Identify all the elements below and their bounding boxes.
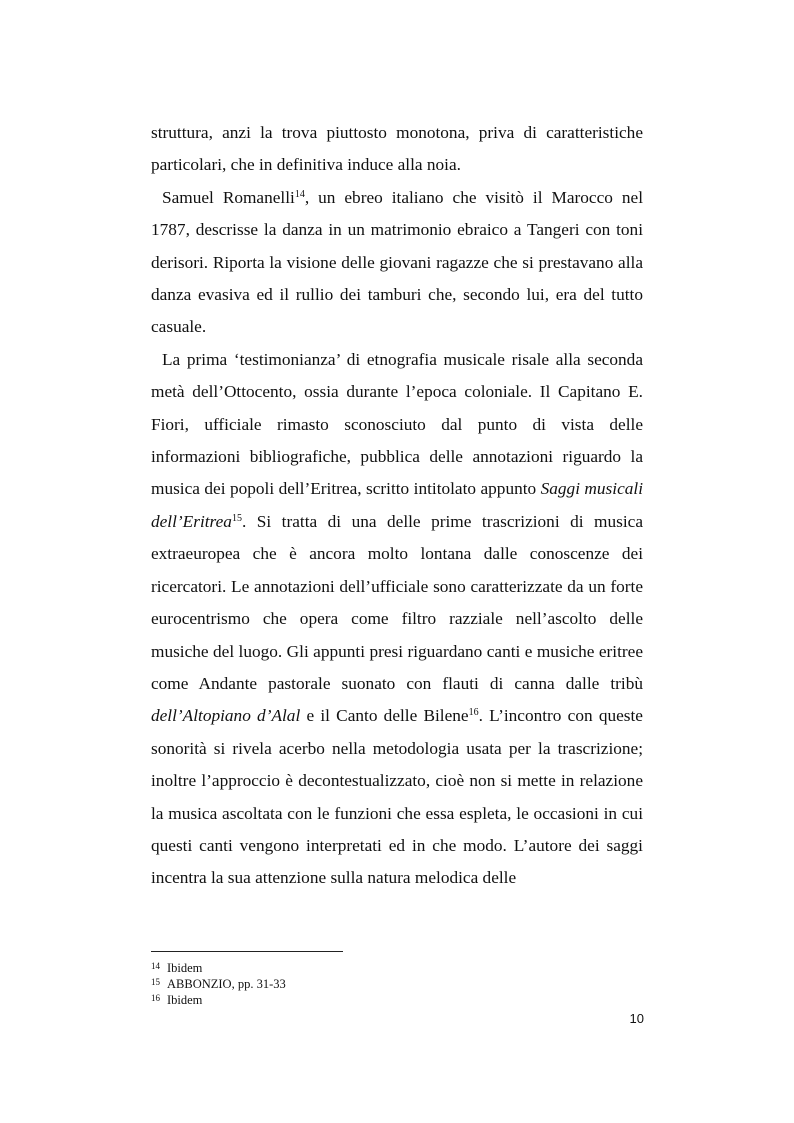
footnote-16: [151, 991, 551, 1007]
paragraph-3-text-c: e il Canto delle Bilene: [300, 706, 469, 726]
footnote-ref-16: 16: [468, 707, 479, 719]
paragraph-3-text-d: . L’incontro con queste sonorità si rivela acerbo nella metodologia usata per la trascrizione; inoltre l’approccio è decontestualizzato, cioè non si mette in relazione la musica ascoltata con le funzioni che essa espleta, le occasioni in cui questi canti vengono interpretati ed in che modo. L’autore dei saggi incentra la sua attenzione sulla natura melodica delle: [151, 706, 643, 888]
main-text: [151, 117, 643, 895]
footnotes: [151, 959, 551, 1007]
paragraph-3-text-b: . Si tratta di una delle prime trascrizioni di musica extraeuropea che è ancora molto lontana dalle conoscenze dei ricercatori. Le annotazioni dell’ufficiale sono caratterizzate da un forte eurocentrismo che opera come filtro razziale nell’ascolto delle musiche del luogo. Gli appunti presi riguardano canti e musiche eritree come Andante pastorale suonato con flauti di canna dalle tribù: [151, 511, 643, 693]
work-title: Saggi musicali dell’Eritrea: [151, 479, 643, 531]
footnote-ref-15: 15: [231, 512, 242, 524]
page-number: 10: [629, 1011, 644, 1026]
paragraph-3: [151, 344, 643, 895]
footnote-14: [151, 959, 551, 975]
footnote-text: Ibidem: [167, 961, 203, 976]
footnote-15: [151, 975, 551, 991]
footnote-text: Ibidem: [167, 993, 203, 1008]
paragraph-3-text-a: La prima ‘testimonianza’ di etnografia musicale risale alla seconda metà dell’Ottocento, ossia durante l’epoca coloniale. Il Capitano E. Fiori, ufficiale rimasto sconosciuto dal punto di vista delle informazioni bibliografiche, pubblica delle annotazioni riguardo la musica dei popoli dell’Eritrea, scritto intitolato appunto: [151, 349, 643, 499]
paragraph-2-text-b: , un ebreo italiano che visitò il Marocco nel 1787, descrisse la danza in un matrimonio ebraico a Tangeri con toni derisori. Riporta la visione delle giovani ragazze che si prestavano alla danza evasiva ed il rullio dei tamburi che, secondo lui, era del tutto casuale.: [151, 187, 643, 337]
footnote-number: 14: [151, 961, 160, 971]
footnote-text: ABBONZIO, pp. 31-33: [167, 977, 286, 992]
footnote-number: 16: [151, 993, 160, 1004]
paragraph-1: struttura, anzi la trova piuttosto monotona, priva di caratteristiche particolari, che in definitiva induce alla noia.: [151, 123, 643, 175]
place-name: dell’Altopiano d’Alal: [151, 706, 301, 726]
paragraph-2: [151, 182, 643, 344]
footnote-ref-14: 14: [294, 188, 305, 200]
paragraph-2-text-a: Samuel Romanelli: [162, 187, 295, 207]
footnote-separator: [151, 951, 343, 952]
footnote-number: 15: [151, 977, 160, 988]
